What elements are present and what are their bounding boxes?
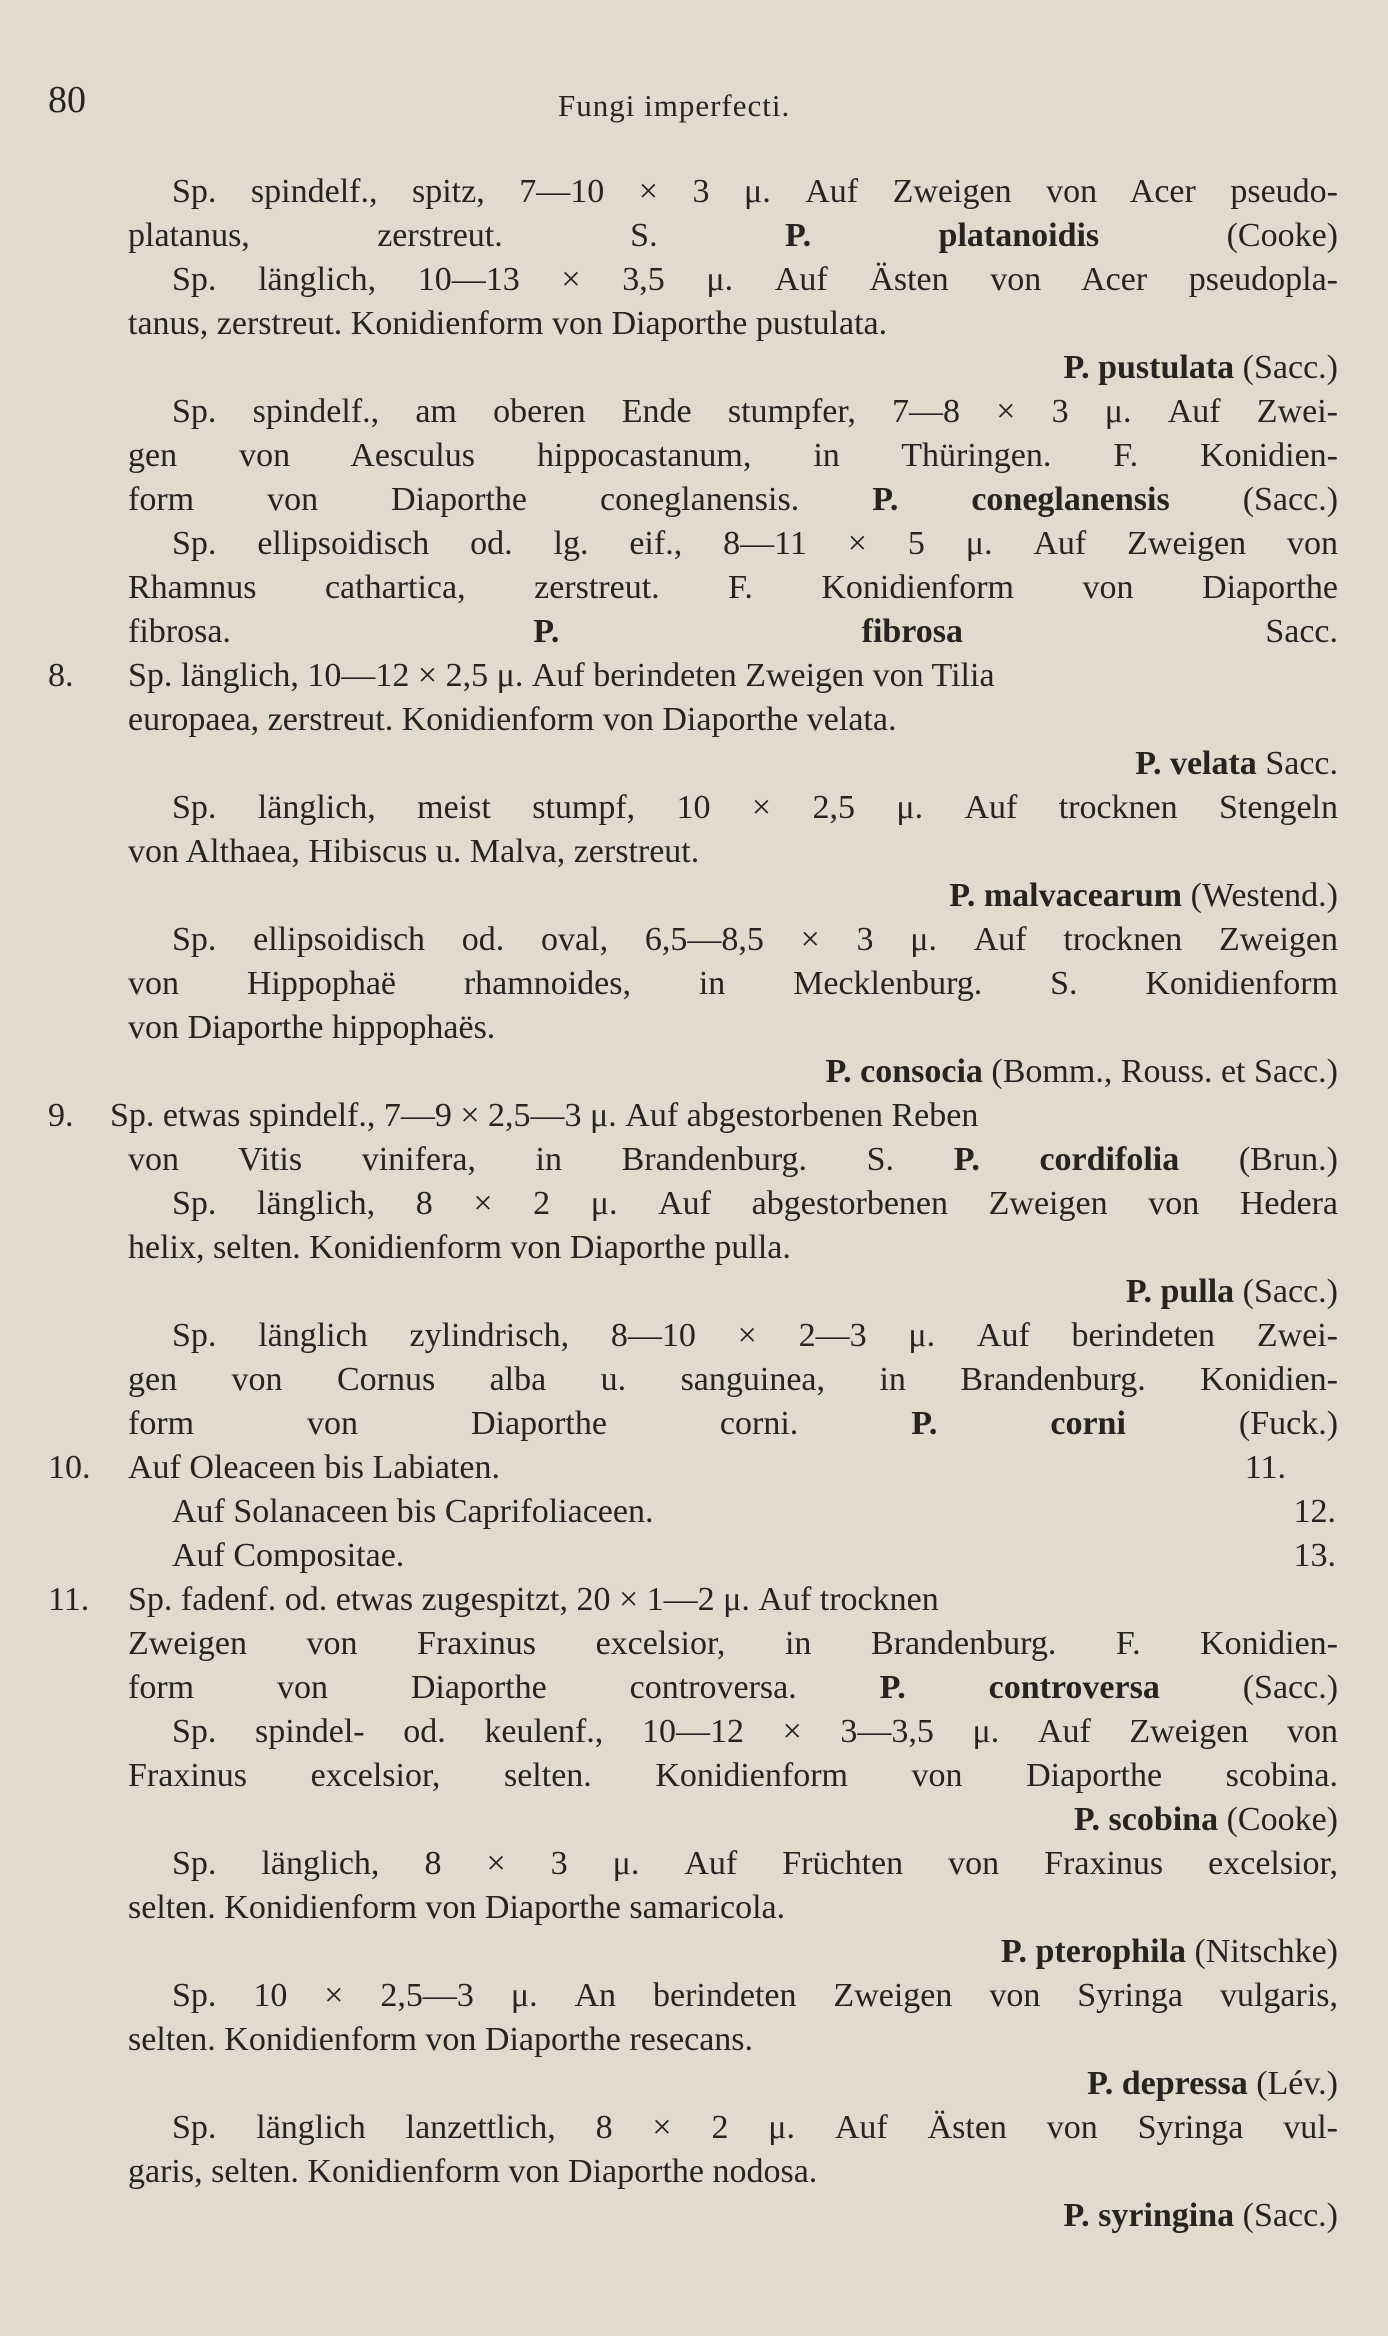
key-reference: 13. [1293, 1537, 1336, 1574]
text-line: europaea, zerstreut. Konidienform von Diaporthe velata. [128, 701, 897, 738]
page-header [0, 78, 1388, 128]
text-line: Rhamnus cathartica, zerstreut. F. Konidienform von Diaporthe [128, 569, 1338, 606]
page-number: 80 [48, 79, 86, 121]
text-line: garis, selten. Konidienform von Diaporthe nodosa. [128, 2153, 818, 2190]
text-line: form von Diaporthe corni. P. corni (Fuck.) [128, 1405, 1339, 1442]
text-line: Auf Compositae. 13. [172, 1534, 1336, 1578]
text-line: Sp. spindel- od. keulenf., 10—12 × 3—3,5 μ. Auf Zweigen von [172, 1713, 1338, 1750]
text-line: von Althaea, Hibiscus u. Malva, zerstreut. [128, 833, 700, 870]
text-line: helix, selten. Konidienform von Diaporthe pulla. [128, 1229, 791, 1266]
text-line: Sp. spindelf., am oberen Ende stumpfer, 7—8 × 3 μ. Auf Zwei- [172, 393, 1338, 430]
text-line: von Vitis vinifera, in Brandenburg. S. P. cordifolia (Brun.) [128, 1141, 1338, 1178]
species-name: P. platanoidis [784, 217, 1100, 254]
text-line: Fraxinus excelsior, selten. Konidienform von Diaporthe scobina. [128, 1757, 1338, 1794]
species-name: P. syringina [1063, 2197, 1235, 2234]
text-line: Sp. länglich lanzettlich, 8 × 2 μ. Auf Ästen von Syringa vul- [172, 2109, 1338, 2146]
key-number: 8. [48, 657, 74, 694]
text-line: P. pulla (Sacc.) [1125, 1273, 1338, 1310]
text-line: P. scobina (Cooke) [1073, 1801, 1338, 1838]
text-line: form von Diaporthe controversa. P. controversa (Sacc.) [128, 1669, 1339, 1706]
text-line: fibrosa. P. fibrosa Sacc. [128, 613, 1338, 650]
text-line: Sp. länglich, 10—13 × 3,5 μ. Auf Ästen von Acer pseudopla- [172, 261, 1338, 298]
text-line: Auf Solanaceen bis Caprifoliaceen. 12. [172, 1490, 1336, 1534]
text-line: Sp. ellipsoidisch od. oval, 6,5—8,5 × 3 μ. Auf trocknen Zweigen [172, 921, 1338, 958]
running-title: Fungi imperfecti. [558, 88, 791, 123]
text-line: Sp. 10 × 2,5—3 μ. An berindeten Zweigen von Syringa vulgaris, [172, 1977, 1338, 2014]
text-line: P. malvacearum (Westend.) [949, 877, 1338, 914]
text-line: gen von Cornus alba u. sanguinea, in Brandenburg. Konidien- [128, 1361, 1338, 1398]
key-number: 10. [48, 1449, 91, 1486]
species-name: P. pulla [1125, 1273, 1235, 1310]
text-line: P. velata Sacc. [1135, 745, 1338, 782]
text-line: form von Diaporthe coneglanensis. P. coneglanensis (Sacc.) [128, 481, 1339, 518]
text-line: Sp. länglich, 8 × 2 μ. Auf abgestorbenen Zweigen von Hedera [172, 1185, 1338, 1222]
text-line: von Diaporthe hippophaës. [128, 1009, 496, 1046]
species-name: P. controversa [879, 1669, 1160, 1706]
text-line: 10. Auf Oleaceen bis Labiaten. 11. [48, 1446, 1338, 1490]
text-line: P. consocia (Bomm., Rouss. et Sacc.) [825, 1053, 1338, 1090]
species-name: P. coneglanensis [872, 481, 1170, 518]
text-line: Sp. ellipsoidisch od. lg. eif., 8—11 × 5 μ. Auf Zweigen von [172, 525, 1338, 562]
text-line: selten. Konidienform von Diaporthe resecans. [128, 2021, 754, 2058]
text-line: P. pterophila (Nitschke) [1000, 1933, 1338, 1970]
text-line: platanus, zerstreut. S. P. platanoidis (Cooke) [128, 217, 1338, 254]
key-number: 9. [48, 1097, 74, 1134]
text-line: Zweigen von Fraxinus excelsior, in Brandenburg. F. Konidien- [128, 1625, 1338, 1662]
text-line: P. syringina (Sacc.) [1063, 2197, 1338, 2234]
text-line: P. depressa (Lév.) [1087, 2065, 1338, 2102]
text-line: von Hippophaë rhamnoides, in Mecklenburg. S. Konidienform [128, 965, 1338, 1002]
text-line: Sp. länglich zylindrisch, 8—10 × 2—3 μ. Auf berindeten Zwei- [172, 1317, 1338, 1354]
species-name: P. consocia [825, 1053, 983, 1090]
text-line: Sp. spindelf., spitz, 7—10 × 3 μ. Auf Zweigen von Acer pseudo- [172, 173, 1338, 210]
text-line: Sp. länglich, meist stumpf, 10 × 2,5 μ. Auf trocknen Stengeln [172, 789, 1338, 826]
key-reference: 11. [1244, 1449, 1286, 1486]
species-name: P. fibrosa [533, 613, 964, 650]
text-line: gen von Aesculus hippocastanum, in Thüringen. F. Konidien- [128, 437, 1338, 474]
species-name: P. malvacearum [949, 877, 1183, 914]
text-line: 11. Sp. fadenf. od. etwas zugespitzt, 20 × 1—2 μ. Auf trocknen [48, 1578, 1338, 1622]
text-line: tanus, zerstreut. Konidienform von Diaporthe pustulata. [128, 305, 888, 342]
text-line: P. pustulata (Sacc.) [1063, 349, 1338, 386]
species-name: P. cordifolia [953, 1141, 1180, 1178]
text-line: Sp. länglich, 8 × 3 μ. Auf Früchten von Fraxinus excelsior, [172, 1845, 1338, 1882]
species-name: P. depressa [1087, 2065, 1248, 2102]
species-name: P. pustulata [1063, 349, 1235, 386]
species-name: P. velata [1135, 745, 1257, 782]
text-line: selten. Konidienform von Diaporthe samaricola. [128, 1889, 786, 1926]
key-reference: 12. [1293, 1493, 1336, 1530]
species-name: P. pterophila [1000, 1933, 1186, 1970]
species-name: P. scobina [1073, 1801, 1219, 1838]
species-name: P. corni [911, 1405, 1126, 1442]
text-line: 9. Sp. etwas spindelf., 7—9 × 2,5—3 μ. Auf abgestorbenen Reben [48, 1094, 1338, 1138]
text-line: 8. Sp. länglich, 10—12 × 2,5 μ. Auf berindeten Zweigen von Tilia [48, 654, 1338, 698]
key-number: 11. [48, 1581, 90, 1618]
